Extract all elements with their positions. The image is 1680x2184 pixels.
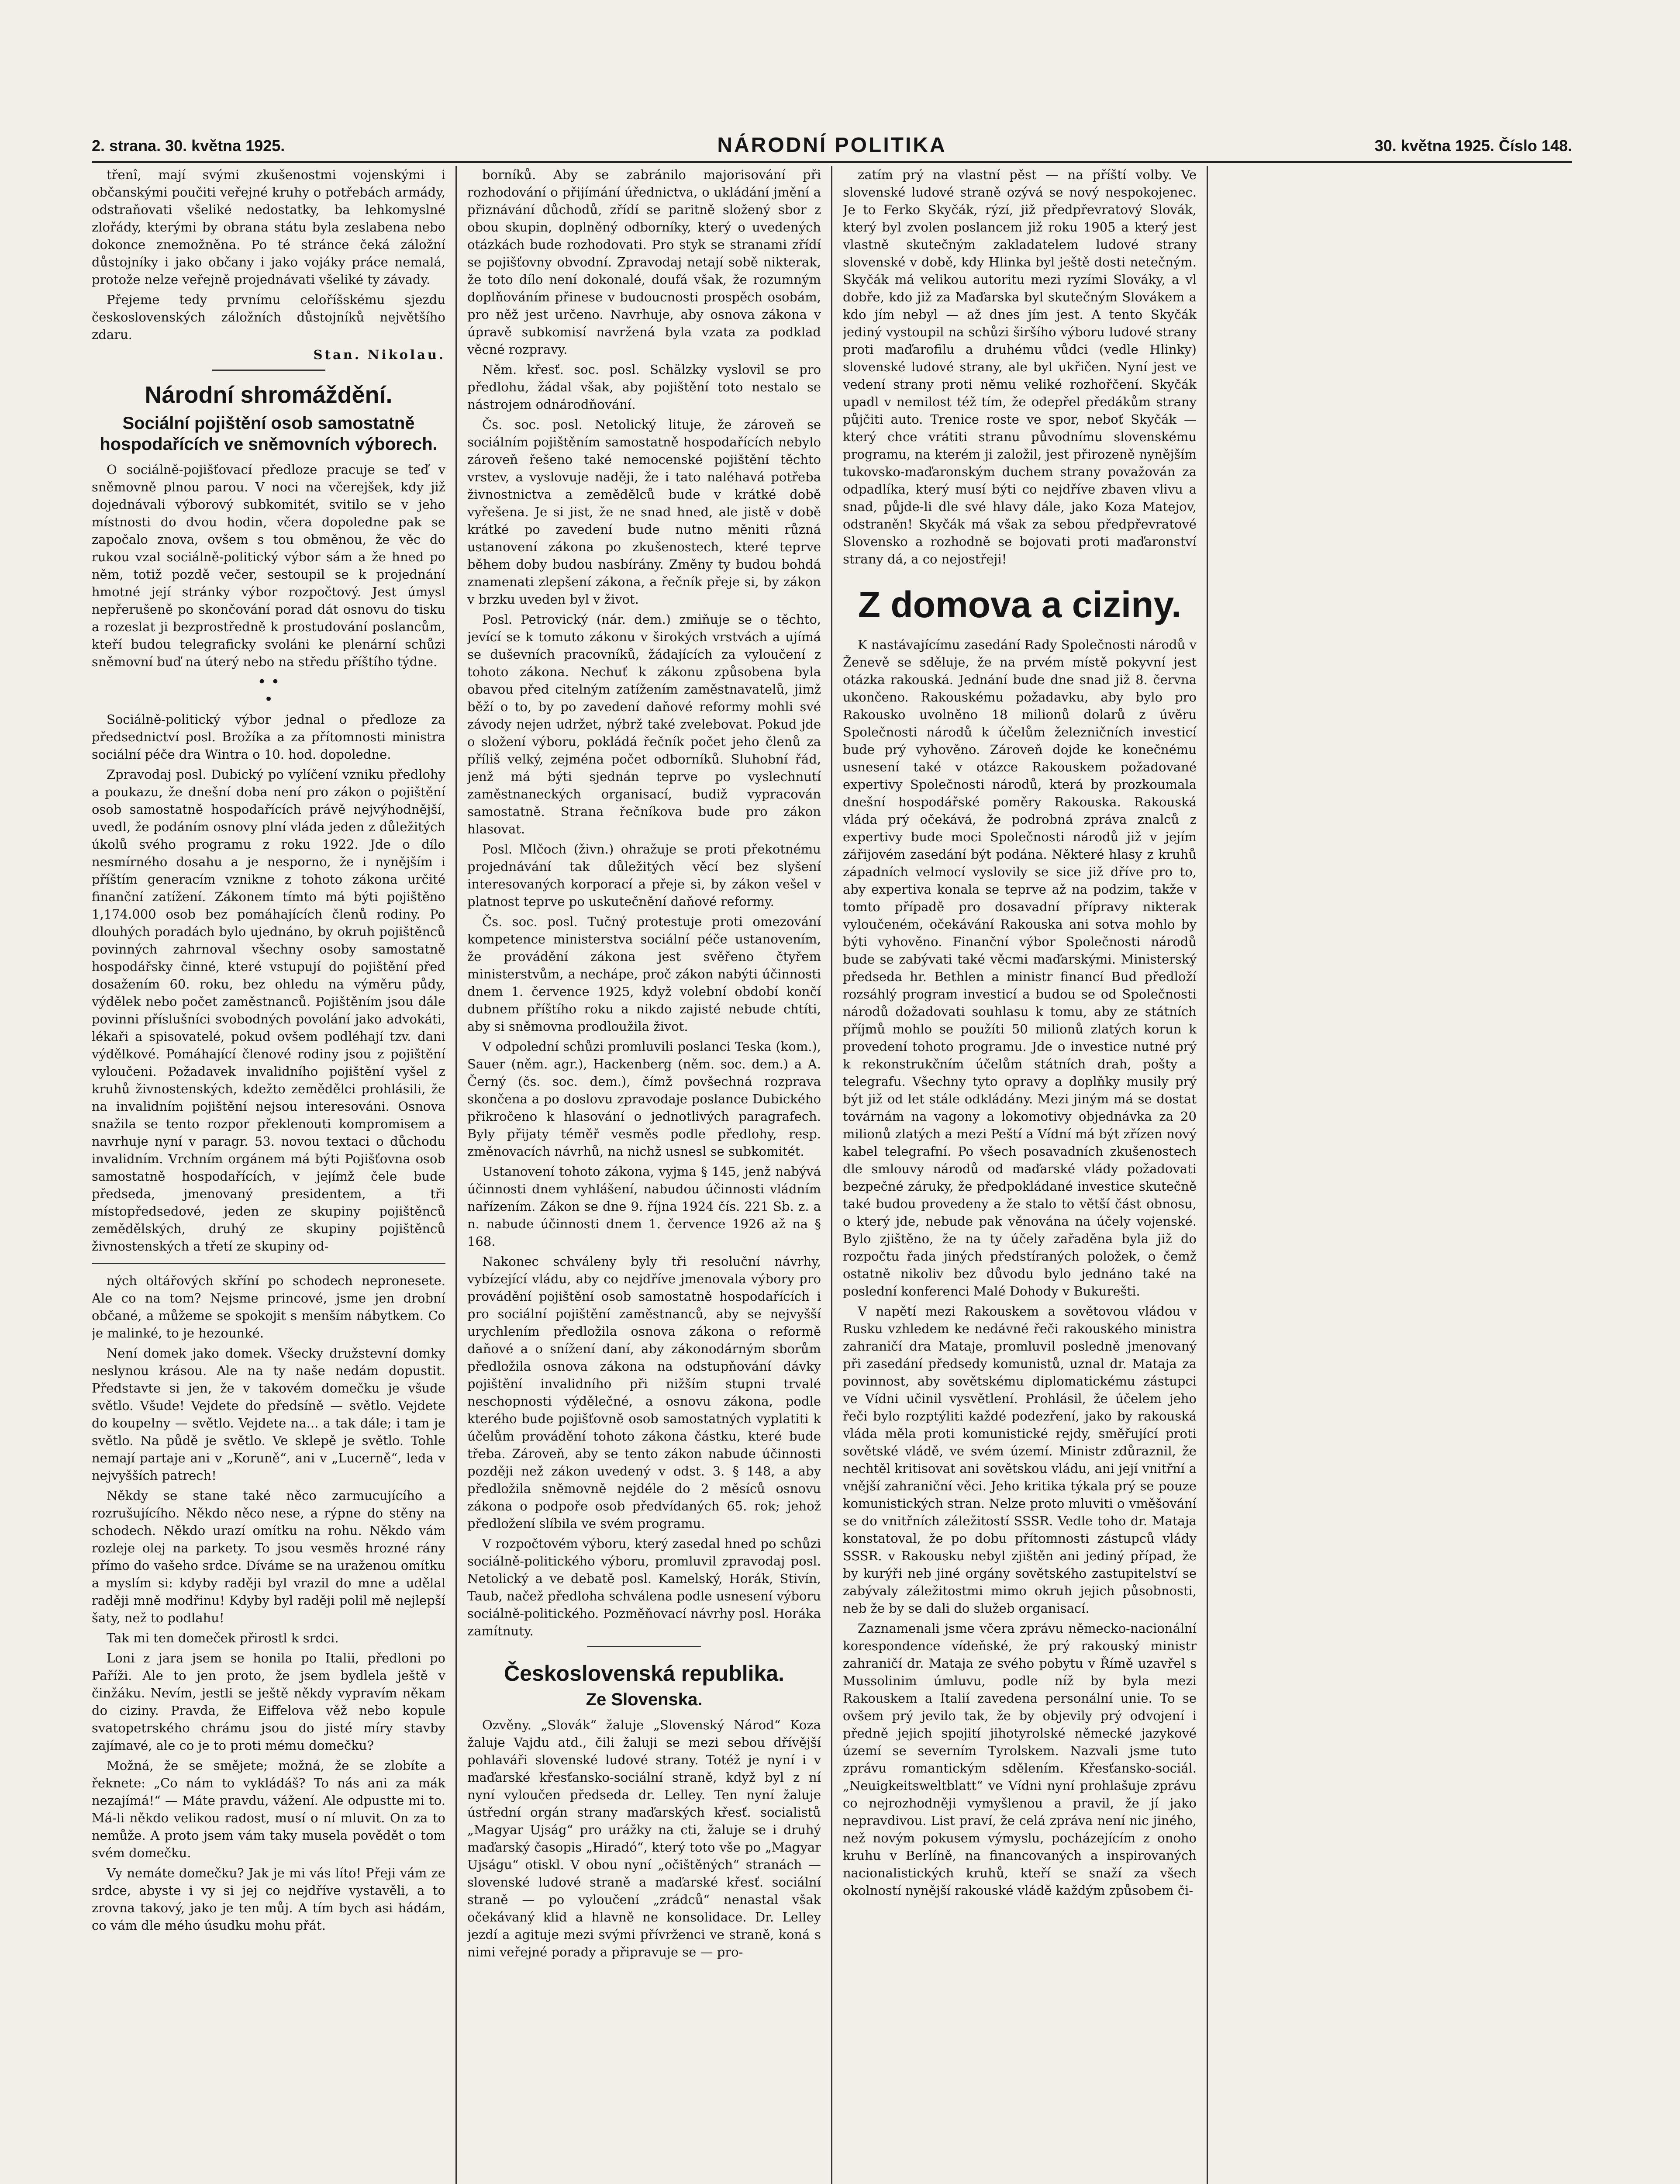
article-paragraph: V rozpočtovém výboru, který zasedal hned po schůzi sociálně-politického výboru, promluvil zpravodaj posl. Netolický a ve debatě posl. Kamelský, Horák, Stivín, Taub, načež předloha schválena podle usnesení výboru sociálně-politického. Pozměňovací návrhy posl. Horáka zamítnuty. xyxy=(467,1536,821,1638)
section-heading: Z domova a ciziny. xyxy=(858,584,1182,625)
section-subheading: Sociální pojištění osob samostatně hospodařících ve sněmovních výborech. xyxy=(100,414,438,454)
column-divider xyxy=(1207,166,1208,2184)
feuilleton-paragraph: Loni z jara jsem se honila po Italii, předloni po Paříži. Ale to jen proto, že jsem bydlela ještě v činžáku. Nevím, jestli se ještě někdy vypravím někam do ciziny. Pravda, že Eiffelova věž nebo kopule svatopetrského chrámu jsou do jisté míry stavby zajímavé, ale co je to proti mému domečku? xyxy=(92,1651,445,1753)
section-subheading: Ze Slovenska. xyxy=(586,1690,703,1709)
header-issue-number: 30. května 1925. Číslo 148. xyxy=(1374,137,1572,155)
article-paragraph: třenî, mají svými zkušenostmi vojenskými i občanskými poučiti veřejné kruhy o potřebách armády, odstraňovati všeliké nedostatky, ba lehkomyslné zlořády, kterými by obrana státu byla zeslabena nebo dokonce znemožněna. Po té stránce čeká záložní důstojníky i jako občany i jako vojáky práce nemalá, protože nelze veřejně projednávati všeliké ty závady. xyxy=(92,167,445,287)
article-paragraph: borníků. Aby se zabránilo majorisování při rozhodování o přijímání úřednictva, o ukládání jmění a přiznávání důchodů, zřídí se paritně složený sbor z obou skupin, doplněný odborníky, který o uvedených otázkách bude rozhodovati. Pro styk se stranami zřídí se pojišťovny obvodní. Zpravodaj netají sobě nikterak, že toto dílo není dokonalé, doufá však, že rozumným doplňováním přinese v budoucnosti prospěch osobám, pro něž jest určeno. Navrhuje, aby osnova zákona v úpravě subkomisí navržená byla vzata za podklad věcné rozpravy. xyxy=(467,167,821,357)
feuilleton-rule xyxy=(92,1263,445,1264)
article-paragraph: Sociálně-politický výbor jednal o předloze za předsednictví posl. Brožíka a za přítomnosti ministra sociální péče dra Wintra o 10. hod. dopoledne. xyxy=(92,712,445,762)
feuilleton-paragraph: ných oltářových skříní po schodech nepronesete. Ale co na tom? Nejsme princové, jsme jen drobní občané, a můžeme se spokojit s menším nábytkem. Co je malinké, to je hezounké. xyxy=(92,1273,445,1341)
newspaper-page xyxy=(92,109,1572,2184)
separator-dots: • • • xyxy=(257,673,280,708)
section-heading: Národní shromáždění. xyxy=(145,382,393,408)
article-paragraph: Něm. křesť. soc. posl. Schälzky vyslovil se pro předlohu, žádal však, aby pojištění toto nestalo se nástrojem odnárodňování. xyxy=(467,362,821,412)
column-2 xyxy=(467,166,821,2184)
article-paragraph: K nastávajícímu zasedání Rady Společnosti národů v Ženevě se sděluje, že na prvém místě pokyvní jest otázka rakouská. Jednání bude dne snad již 8. června ukončeno. Rakouskému požadavku, aby bylo pro Rakousko uvolněno 18 milionů dolarů z úvěru Společnosti národů k účelům železničních investicí bude prý vyhověno. Zároveň dojde ke konečnému usnesení také v otázce Rakouskem požadované expertivy Společnosti národů, která by prozkoumala dnešní hospodářské poměry Rakouska. Rakouská vláda prý očekává, že podrobná zpráva znalců z expertivy bude moci Společnosti národů již v jejím zářijovém zasedání být podána. Některé hlasy z kruhů západních velmocí vyslovily se sice již dříve pro to, aby expertiva konala se teprve až na podzim, takže v tomto případě pro dosavadní přípravy nikterak vyloučeném, očekávání Rakouska ani sotva mohlo by býti vyhověno. Finanční výbor Společnosti národů bude se zabývati také věcmi maďarskými. Ministerský předseda hr. Bethlen a ministr financí Bud předloží rozsáhlý program investicí a budou se od Společnosti národů dožadovati souhlasu k tomu, aby ze státních příjmů mohlo se použíti 50 milionů zlatých korun k provedení tohoto programu. Jde o investice nutné prý k rekonstrukčním účelům státních drah, pošty a telegrafu. Všechny tyto opravy a doplňky musily prý být již od let stále odkládány. Mezi jiným má se dostat továrnám na vagony a lokomotivy objednávka za 20 milionů zlatých a mezi Peští a Vídní má být zřízen nový kabel telegrafní. Po všech posavadních zkušenostech dle smlouvy národů od maďarské vlády požadovati bezpečné záruky, že předpokládané investice skutečně také budou provedeny a že stalo to větší část obnosu, o který jde, nebude pak věnována na účely vojenské. Bylo zjištěno, že na ty účely zařaděna byla již do rozpočtu řada jiných předstíraných položek, o čemž ostatně nikoliv bez důvodu bylo jednáno také na poslední konferenci Malé Dohody v Bukurešti. xyxy=(843,637,1197,1299)
feuilleton-paragraph: Někdy se stane také něco zarmucujícího a rozrušujícího. Někdo něco nese, a rýpne do stěny na schodech. Někdo urazí omítku na rohu. Někdo vám rozleje olej na parkety. To jsou vesměs hrozné rány přímo do vašeho srdce. Díváme se na uraženou omítku a myslím si: kdyby raději byl vrazil do mne a udělal raději mně modřinu! Kdyby byl raději polil mě nejlepší šaty, než to podlahu! xyxy=(92,1488,445,1625)
feuilleton-paragraph: Není domek jako domek. Všecky družstevní domky neslynou krásou. Ale na ty naše nedám dopustit. Představte si jen, že v takovém domečku je všude světlo. Všude! Vejdete do předsíně — světlo. Vejdete do koupelny — světlo. Vejdete na... a tak dále; i tam je světlo. Na půdě je světlo. Ve sklepě je světlo. Tohle nemají partaje ani v „Koruně“, ani v „Lucerně“, leda v nejvyšších patrech! xyxy=(92,1346,445,1483)
article-paragraph: Posl. Mlčoch (živn.) ohražuje se proti překotnému projednávání tak důležitých věcí bez slyšení interesovaných korporací a přeje si, by zákon vešel v platnost teprve po uskutečnění daňové reformy. xyxy=(467,842,821,909)
article-paragraph: Zpravodaj posl. Dubický po vylíčení vzniku předlohy a poukazu, že dnešní doba není pro zákon o pojištění osob samostatně hospodařících právě nejvýhodnější, uvedl, že podáním osnovy plní vláda jeden z důležitých úkolů svého programu z roku 1922. Jde o dílo nesmírného dosahu a je nesporno, že i nynějším i příštím generacím vznikne z tohoto zákona určité finanční zatížení. Zákonem tímto má býti pojištěno 1,174.000 osob bez pomáhajících členů rodiny. Po dlouhých poradách bylo ujednáno, by okruh pojištěnců povinných zahrnoval všechny osoby samostatně hospodářsky činné, které vstupují do pojištění před dosažením 60. roku, bez ohledu na výměru půdy, výdělek nebo počet zaměstnanců. Pojištěním jsou dále povinni příslušníci svobodných povolání jako advokáti, lékaři a spisovatelé, pokud ovšem podléhají tzv. dani výdělkové. Pomáhající členové rodiny jsou z pojištění vyloučeni. Požadavek invalidního pojištění vyšel z kruhů živnostenských, kdežto zemědělci prohlásili, že na invalidním pojištění nejsou interesováni. Osnova snažila se tento rozpor překlenouti kompromisem a navrhuje nyní v paragr. 53. novou textaci o důchodu invalidním. Vrchním orgánem má býti Pojišťovna osob samostatně hospodařících, v jejímž čele bude předseda, jmenovaný presidentem, a tři místopředsedové, jeden ze skupiny pojištěnců zemědělských, druhý ze skupiny pojištěnců živnostenských a třetí ze skupiny od- xyxy=(92,767,445,1254)
article-paragraph: Ustanovení tohoto zákona, vyjma § 145, jenž nabývá účinnosti dnem vyhlášení, nabudou účinnosti vládním nařízením. Zákon se dne 9. října 1924 čís. 221 Sb. z. a n. nabude účinnosti dnem 1. července 1926 až na § 168. xyxy=(467,1164,821,1249)
article-paragraph: Čs. soc. posl. Tučný protestuje proti omezování kompetence ministerstva sociální péče ustanovením, že provádění zákona jest svěřeno čtyřem ministerstvům, a nechápe, proč zákon nabýti účinnosti dnem 1. července 1925, když volební období končí dubnem příštího roku a nikdo zajisté nebude chtíti, aby si sněmovna prodloužila život. xyxy=(467,914,821,1034)
article-paragraph: Ozvěny. „Slovák“ žaluje „Slovenský Národ“ Koza žaluje Vajdu atd., čili žaluji se mezi sebou dřívější pohlaváři slovenské ludové strany. Totéž je nyní i v maďarské křesťansko-sociální straně, když byl z ní nyní vyloučen předseda dr. Lelley. Ten nyní žaluje ústřední orgán strany maďarských křesť. socialistů „Magyar Ujság“ pro urážky na cti, žaluje se i druhý maďarský časopis „Hiradó“, který toto vše po „Magyar Ujságu“ otiskl. V obou nyní „očištěných“ stranách — slovenské ludové straně a maďarské křesť. sociální straně — po vyloučení „zrádců“ nenastal však očekávaný klid a hlavně ne konsolidace. Dr. Lelley jezdí a agituje mezi svými přívrženci ve straně, koná s nimi veřejné porady a připravuje se — pro- xyxy=(467,1717,821,1959)
feuilleton-paragraph: Tak mi ten domeček přirostl k srdci. xyxy=(107,1631,339,1645)
article-paragraph: Přejeme tedy prvnímu celoříšskému sjezdu československých záložních důstojníků největšího zdaru. xyxy=(92,292,445,342)
column-1 xyxy=(92,166,445,2184)
article-paragraph: Čs. soc. posl. Netolický lituje, že zároveň se sociálním pojištěním samostatně hospodařících nebylo zároveň řešeno také nemocenské pojištění těchto vrstev, a vyslovuje naději, že i tato naléhavá potřeba živnostnictva a zemědělců bude v krátké době vyřešena. Je si jist, že ne snad hned, ale jistě v době krátké po zavedení bude nutno měniti různá ustanovení zákona po zkušenostech, které teprve během doby budou nasbírány. Změny ty budou bohdá znamenati zlepšení zákona, a řečník přeje si, by zákon v brzku uveden byl v život. xyxy=(467,417,821,607)
feuilleton-paragraph: Vy nemáte domečku? Jak je mi vás líto! Přeji vám ze srdce, abyste i vy si jej co nejdříve vystavěli, a to zrovna takový, jako je ten můj. A tím bych asi hádám, co vám dle mého úsudku mohu přát. xyxy=(92,1866,445,1933)
masthead-title: NÁRODNÍ POLITIKA xyxy=(717,134,947,157)
article-paragraph: Posl. Petrovický (nár. dem.) zmiňuje se o těchto, jevící se k tomuto zákonu v širokých vrstvách a ujímá se duševních pracovníků, žádajících za vyloučení z tohoto zákona. Nechuť k zákonu způsobena byla obavou před citelným zatížením zaměstnavatelů, jimž běží o to, by po zavedení daňové reformy mohli své závody nejen udržet, nýbrž také zvelebovat. Pokud jde o složení výboru, pokládá řečník počet jeho členů za příliš velký, zejména počet odborníků. Sluhobní řád, jenž má býti sjednán teprve po vyslechnutí zaměstnaneckých organisací, budiž vypracován samostatně. Strana řečníkova bude pro zákon hlasovat. xyxy=(467,612,821,836)
article-paragraph: Zaznamenali jsme včera zprávu německo-nacionální korespondence vídeňské, že prý rakouský ministr zahraničí dr. Mataja ze svého pobytu v Římě uzavřel s Mussolinim úmluvu, podle níž by byla mezi Rakouskem a Italií zavedena personální unie. To se ovšem prý jevilo tak, že by objevily prý odvojení i předně jejich spojití jihotyrolské německé jazykové území se severním Tyrolskem. Nazvali jsme tuto zprávu romantickým sdělením. Křesťansko-sociál. „Neuigkeitsweltblatt“ ve Vídni nyní prohlašuje zprávu co nejrozhodněji vymyšlenou a pravil, že jí jako nepravdivou. List praví, že celá zpráva není nic jiného, než novým pokusem výmyslu, pocházejícím z onoho kruhu v Berlíně, na financovaných a inspirovaných nacionalistických kruhů, kteří se snaží za všech okolností nynější rakouské vládě každým způsobem či- xyxy=(843,1621,1197,1898)
section-rule xyxy=(212,370,325,371)
column-3 xyxy=(843,166,1197,2184)
article-paragraph: Nakonec schváleny byly tři resoluční návrhy, vybízející vládu, aby co nejdříve jmenovala výbory pro provádění pojištění osob samostatně hospodařících i pro sociální pojištění zaměstnanců, aby se nejvyšší urychlením předložila osnova zákona o reformě daňové a o snížení daní, aby zákonodárným sborům předložila osnova zákona na odstupňování dávky pojištění invalidního při nižším stupni trvalé neschopnosti výdělečné, a osnovu zákona, podle kterého bude pojišťovně osob samostatných vyplatiti k účelům provádění tohoto zákona částku, které bude třeba. Zároveň, aby se tento zákon nabude účinnosti později než zákon uvedený v odst. 3. § 148, a aby předložila sněmovně nejdéle do 2 měsíců osnovu zákona o podpoře osob předvídaných 65. rok; jehož předložení slíbila ve svém programu. xyxy=(467,1254,821,1531)
column-divider xyxy=(455,166,457,2184)
section-heading: Československá republika. xyxy=(504,1661,784,1686)
article-paragraph: O sociálně-pojišťovací předloze pracuje se teď v sněmovně plnou parou. V noci na včerejšek, kdy již dojednávali výborový subkomitét, svitilo se v jeho místnosti do dvou hodin, včera dopoledne pak se započalo znova, ovšem s tou obměnou, že věc do rukou vzal sociálně-politický výbor sám a že hned po něm, totiž pozdě večer, sestoupil se k projednání hmotné její stránky výbor rozpočtový. Jest úmysl nepřerušeně po skončování porad dát osnovu do tisku a rozeslat ji bezprostředně k prostudování poslancům, kteří budou telegraficky svoláni ke plenární schůzi sněmovní buď na úterý nebo na středu příštího týdne. xyxy=(92,462,445,669)
page-header xyxy=(92,133,1572,159)
article-paragraph: V odpolední schůzi promluvili poslanci Teska (kom.), Sauer (něm. agr.), Hackenberg (něm. soc. dem.) a A. Černý (čs. soc. dem.), čímž povšechná rozprava skončena a po doslovu zpravodaje poslance Dubického přikročeno k hlasování o jednotlivých paragrafech. Byly přijaty téměř vesměs podle předlohy, resp. změnovacích návrhů, na nichž usnesl se subkomitét. xyxy=(467,1039,821,1159)
section-rule xyxy=(587,1646,701,1647)
header-page-date: 2. strana. 30. května 1925. xyxy=(92,137,285,155)
article-paragraph: V napětí mezi Rakouskem a sovětovou vládou v Rusku vzhledem ke nedávné řeči rakouského ministra zahraničí dra Mataje, promluvil posledně jmenovaný při zasedání předsedy komunistů, uznal dr. Mataja za povinnost, aby sovětskému diplomatickému zástupci ve Vídni učinil vysvětlení. Prohlásil, že účelem jeho řeči bylo rozptýliti každé podezření, jako by rakouská vláda měla proti komunistické rejdy, směřující proti sovětské vládě, ve svém území. Ministr zdůraznil, že nechtěl kritisovat ani sovětskou vládu, ani její vnitřní a vnější zahraniční věci. Jeho kritika týkala prý se pouze komunistických stran. Nelze proto mluviti o vměšování se do vnitřních záležitostí SSSR. Vedle toho dr. Mataja konstatoval, že po dobu přítomnosti zástupců vlády SSSR. v Rakousku nebyl zjištěn ani jediný případ, že by kurýři neb jiné orgány sovětského zastupitelství se zabývaly záležitostmi mimo okruh jejich působnosti, neb že by se dali do služeb organisací. xyxy=(843,1304,1197,1616)
header-rule xyxy=(92,161,1572,163)
column-divider xyxy=(831,166,832,2184)
feuilleton-paragraph: Možná, že se smějete; možná, že se zlobíte a řeknete: „Co nám to vykládáš? To nás ani za mák nezajímá!“ — Máte pravdu, vážení. Ale odpustte mi to. Má-li někdo velikou radost, musí o ní mluvit. On za to nemůže. A proto jsem vám taky musela povědět o tom svém domečku. xyxy=(92,1758,445,1860)
article-paragraph: zatím prý na vlastní pěst — na příští volby. Ve slovenské ludové straně ozývá se nový nespokojenec. Je to Ferko Skyčák, rýzí, již předpřevratový Slovák, který byl zvolen poslancem již roku 1905 a který jest vlastně skutečným zakladatelem ludové strany slovenské v době, kdy Hlinka byl ještě dosti netečným. Skyčák má velikou autoritu mezi ryzími Slováky, a vl dobře, kdo již za Maďarska byl skutečným Slovákem a kdo jím nebyl — až dnes jím jest. A tento Skyčák jediný vystoupil na schůzi širšího výboru ludové strany proti maďarofilu a druhému vůdci (vedle Hlinky) slovenské ludové strany, ale byl ukřičen. Nyní jest ve vedení strany proti němu veliké rozhořčení. Skyčák upadl v nemilost též tím, že odepřel předákům strany půjčiti auto. Trenice roste ve spor, neboť Skyčák — který chce vrátiti stranu původnímu slovenskému programu, na kterém ji založil, jest přirozeně nynějším tukovsko-maďaronským duchem strany považován za odpadlíka, který musí býti co nejdříve zbaven vlivu a snad, půjde-li dle své hlavy dále, jako Koza Matejov, odstraněn! Skyčák má však za sebou předpřevratové Slovensko a rozhodně se bojovati proti maďaronství strany dá, a co nejostřeji! xyxy=(843,167,1197,567)
author-signature: Stan. Nikolau. xyxy=(313,347,445,362)
